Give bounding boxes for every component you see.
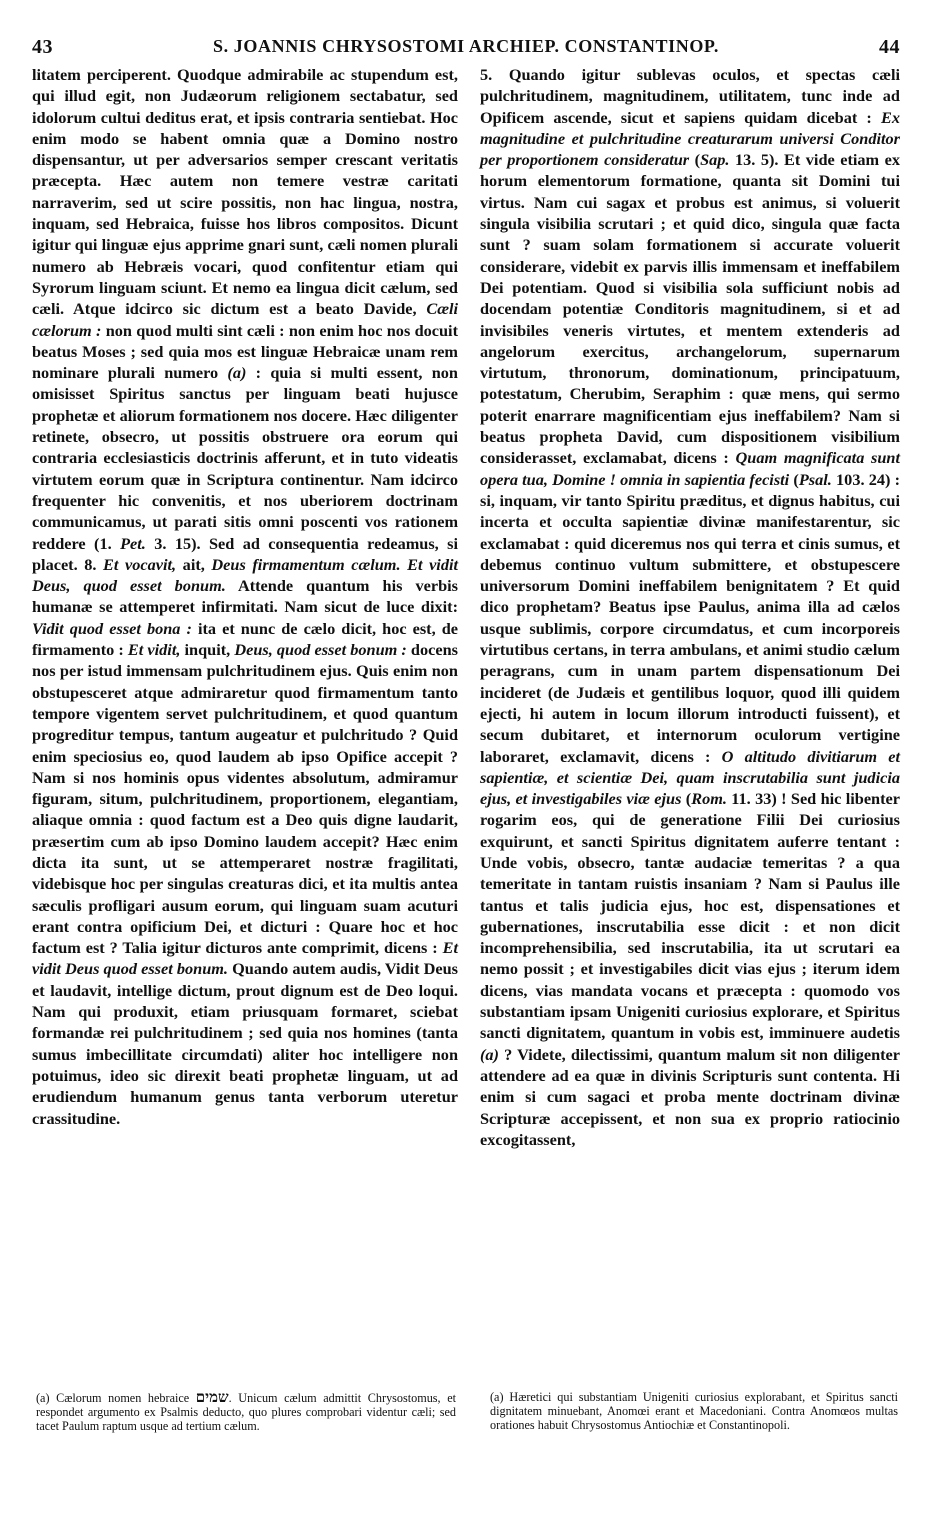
footnote-text: . Unicum cælum admittit Chrysostomus, et respondet argumento ex Psalmis deducto, quo plures comprobari videntur cæli; sed tacet Paulum raptum usque ad tertium cælum.: [36, 1391, 456, 1434]
italic-run: Ex magnitudine et pulchritudine creaturarum universi Conditor per proportionem consideratur: [480, 107, 900, 170]
text-run: docens nos per istud immensam pulchritudinem ejus. Quis enim non obstupesceret atque admiraretur quod firmamentum tanto tempore vigentem servet pulchritudinem, et quod quantum progreditur tempus, tantum augeatur et pulchritudo ? Quid enim speciosius eo, quod laudem ab ipso Opifice accepit ? Nam si nos hominis opus videntes absolutum, admiramur figuram, situm, pulchritudinem, proportionem, elegantiam, aliaque omnia : quod factum est a Deo quis digne laudarit, præsertim cum ab ipso Domino laudem accepit? Hæc enim dicta ita sunt, ut se attemperaret nostræ fragilitati, videbisque hoc per singulas creaturas dici, et ita multis antea sæculis profligari ausum eorum, qui linguam suam acuturi erant contra opificium Dei, et dicturi : Quare hoc et hoc factum est ? Talia igitur dicturos ante comprimit, dicens :: [32, 640, 458, 958]
page-number-left: 43: [32, 36, 53, 58]
text-run: litatem perciperent. Quodque admirabile ac stupendum est, qui illud egit, non Judæorum religionem sectabatur, sed idolorum cultui deditus erat, et ipsis contraria sentiebat. Hoc enim modo se habent omnia quæ a Domino nostro dispensantur, ut per adversarios semper crescant veritatis præcepta. Hæc autem non temere vestræ caritati narraverim, sed ut scire possitis, non hac lingua, nostra, inquam, sed Hebraica, fuisse hos libros compositos. Dicunt igitur qui linguæ ejus apprime gnari sunt, cæli nomen plurali numero ab Hebræis vocari, quod confitentur etiam qui Syrorum linguam sciunt. Et nemo ea lingua dicit cælum, sed cæli. Atque idcirco sic dictum est a beato Davide,: [32, 65, 458, 319]
text-run: : quia si multi essent, non omisisset Spiritus sanctus per linguam beati hujusce prophetæ et aliorum formationem nos docere. Hæc diligenter retinete, obsecro, ut possitis obstruere ora eorum qui contraria ecclesiasticis doctrinis afferunt, et in tuto videatis virtutem eorum quæ in Scriptura continentur. Nam idcirco frequenter hic convenitis, et nos uberiorem doctrinam communicamus, ut parati sitis omni poscenti vos rationem reddere (1.: [32, 363, 458, 553]
italic-run: Psal.: [798, 469, 832, 489]
footnote-ref: (a): [227, 363, 247, 383]
footnote-text: Cælorum nomen hebraice: [49, 1391, 196, 1405]
text-run: non quod multi sint cæli : non enim hoc nos docuit beatus Moses ; sed quia mos est linguæ Hebraicæ unam rem nominare plurali numero: [32, 320, 458, 383]
text-run: inquit,: [180, 640, 235, 660]
italic-run: Sap.: [700, 150, 730, 170]
hebrew-word: שמים: [195, 1388, 229, 1406]
text-run: ait,: [176, 554, 212, 574]
right-column: [480, 64, 900, 1150]
text-run: Attende quantum his verbis humanæ se attemperet infirmitati. Nam sicut de luce dixit:: [32, 576, 458, 617]
footnote-left: [36, 1390, 456, 1434]
italic-run: Et vidit Deus quod esset bonum.: [32, 938, 458, 979]
italic-run: Deus, quod esset bonum :: [234, 640, 407, 660]
left-column: [32, 64, 458, 1129]
left-column-text: [32, 64, 458, 1129]
text-run: (: [681, 789, 692, 809]
italic-run: Deus firmamentum cælum. Et vidit Deus, quod esset bonum.: [32, 554, 459, 596]
footnote-mark: (a): [36, 1391, 50, 1405]
text-run: ita et nunc de cælo dicit, hoc est, de firmamento :: [32, 618, 458, 660]
italic-run: Vidit quod esset bona :: [32, 618, 192, 638]
italic-run: Pet.: [120, 533, 146, 553]
page-header: [32, 22, 900, 62]
text-run: 103. 24) : si, inquam, vir tanto Spiritu præditus, et dignus habitus, cui incerta et occulta sapientiæ divinæ manifestarentur, sic exclamabat : quid diceremus nos qui terra et cinis sumus, et debemus continuo vultum submittere, et obstupescere universorum Domini ineffabilem benignitatem ? Et quid dico prophetam? Beatus ipse Paulus, anima illa ad cælos usque sublimis, corpore circumdatus, et cum incorporeis virtutibus certans, in terra ambulans, et animi studio cælum peragrans, cum in unam partem dispensationum Dei incideret (de Judæis et gentilibus loquor, quod illi quidem ejecti, hi autem in locum illorum introducti fuissent), et secum dubitaret, et internorum oculorum vertigine laboraret, exclamavit, dicens :: [480, 469, 901, 766]
text-run: 3. 15). Sed ad consequentia redeamus, si placet. 8.: [32, 533, 458, 574]
italic-run: Quam magnificata sunt opera tua, Domine ! omnia in sapientia fecisti: [480, 448, 900, 489]
italic-run: Rom.: [691, 789, 727, 809]
text-run: 13. 5). Et vide etiam ex horum elementorum formatione, quanta sit Domini tui virtus. Nam cui sagax et probus est animus, si voluerit singula visibilia scrutari ; et quid dico, singula quæ facta sunt ? suam solam formationem si accurate voluerit considerare, videbit ex parvis illis immensam et ineffabilem Dei potentiam. Quod si visibilia sola sufficiunt nobis ad docendam potentiæ Conditoris magnitudinem, si et ad invisibiles veneris virtutes, et mentem extenderis ad angelorum exercitus, archangelorum, supernarum virtutum, thronorum, dominationum, principatuum, potestatum, Cherubim, Seraphim : quæ mens, qui sermo poterit enarrare magnificentiam ejus ineffabilem? Nam si beatus propheta David, cum dispositionem visibilium considerasset, exclamabat, dicens :: [480, 150, 900, 468]
italic-run: Et vidit,: [127, 640, 181, 660]
right-column-text: [480, 64, 900, 1150]
italic-run: Cæli cælorum :: [32, 299, 458, 340]
footnote-right: [490, 1390, 898, 1433]
running-title: S. JOANNIS CHRYSOSTOMI ARCHIEP. CONSTANTINOP.: [213, 36, 719, 56]
italic-run: O altitudo divitiarum et sapientiæ, et scientiæ Dei, quam inscrutabilia sunt judicia ejus, et investigabiles viæ ejus: [480, 746, 900, 809]
text-run: 5. Quando igitur sublevas oculos, et spectas cæli pulchritudinem, magnitudinem, utilitatem, tunc inde ad Opificem ascende, sicut et sapiens quidam dicebat :: [480, 65, 900, 127]
text-run: 11. 33) ! Sed hic libenter rogarim eos, qui de generatione Filii Dei curiosius exquirunt, et sancti Spiritus dignitatem auferre tentant : Unde vobis, obsecro, tantæ audaciæ temeritas ? a qua temeritate in tantam ruistis insaniam ? Nam si Paulus ille tantus et talis judicia ejus, hoc est, dispensationes et gubernationes, inscrutabilia esse dicit : et non dicit incomprehensibilia, sed inscrutabilia, ita ut scrutari ea nemo possit ; et investigabiles dicit vias ejus ; iterum idem dicens, vias mandata vocans et præcepta : quomodo vos substantiam ipsam Unigeniti curiosius explorare, et Spiritus sancti dignitatem, quantum in vobis est, imminuere audetis: [480, 789, 900, 1043]
page-number-right: 44: [879, 36, 900, 58]
footnote-text: Hæretici qui substantiam Unigeniti curiosius explorabant, et Spiritus sancti dignitatem minuebant, Anomœi erant et Macedoniani. Contra Anomœos multas orationes habuit Chrysostomus Antiochiæ et Constantinopoli.: [490, 1390, 898, 1433]
footnote-mark: (a): [490, 1390, 504, 1404]
text-run: Quando autem audis, Vidit Deus et laudavit, intellige dictum, prout dignum est de Deo loqui. Nam qui produxit, etiam priusquam formaret, sciebat formandæ rei pulchritudinem ; sed quia nos homines (tanta sumus imbecillitate circumdati) aliter hoc intelligere non potuimus, ideo sic direxit beati prophetæ linguam, ut ad erudiendum humanum genus tanta verborum uteretur crassitudine.: [32, 959, 458, 1128]
text-run: ? Videte, dilectissimi, quantum malum sit non diligenter attendere ad ea quæ in divinis Scripturis sunt contenta. Hi enim si cum sagaci et proba mente doctrinam divinæ Scripturæ accepissent, et non sua ex proprio ratiocinio excogitassent,: [480, 1044, 900, 1149]
text-run: (: [789, 469, 799, 489]
footnote-ref: (a): [480, 1044, 499, 1064]
text-run: (: [689, 150, 701, 170]
italic-run: Et vocavit,: [103, 554, 177, 574]
